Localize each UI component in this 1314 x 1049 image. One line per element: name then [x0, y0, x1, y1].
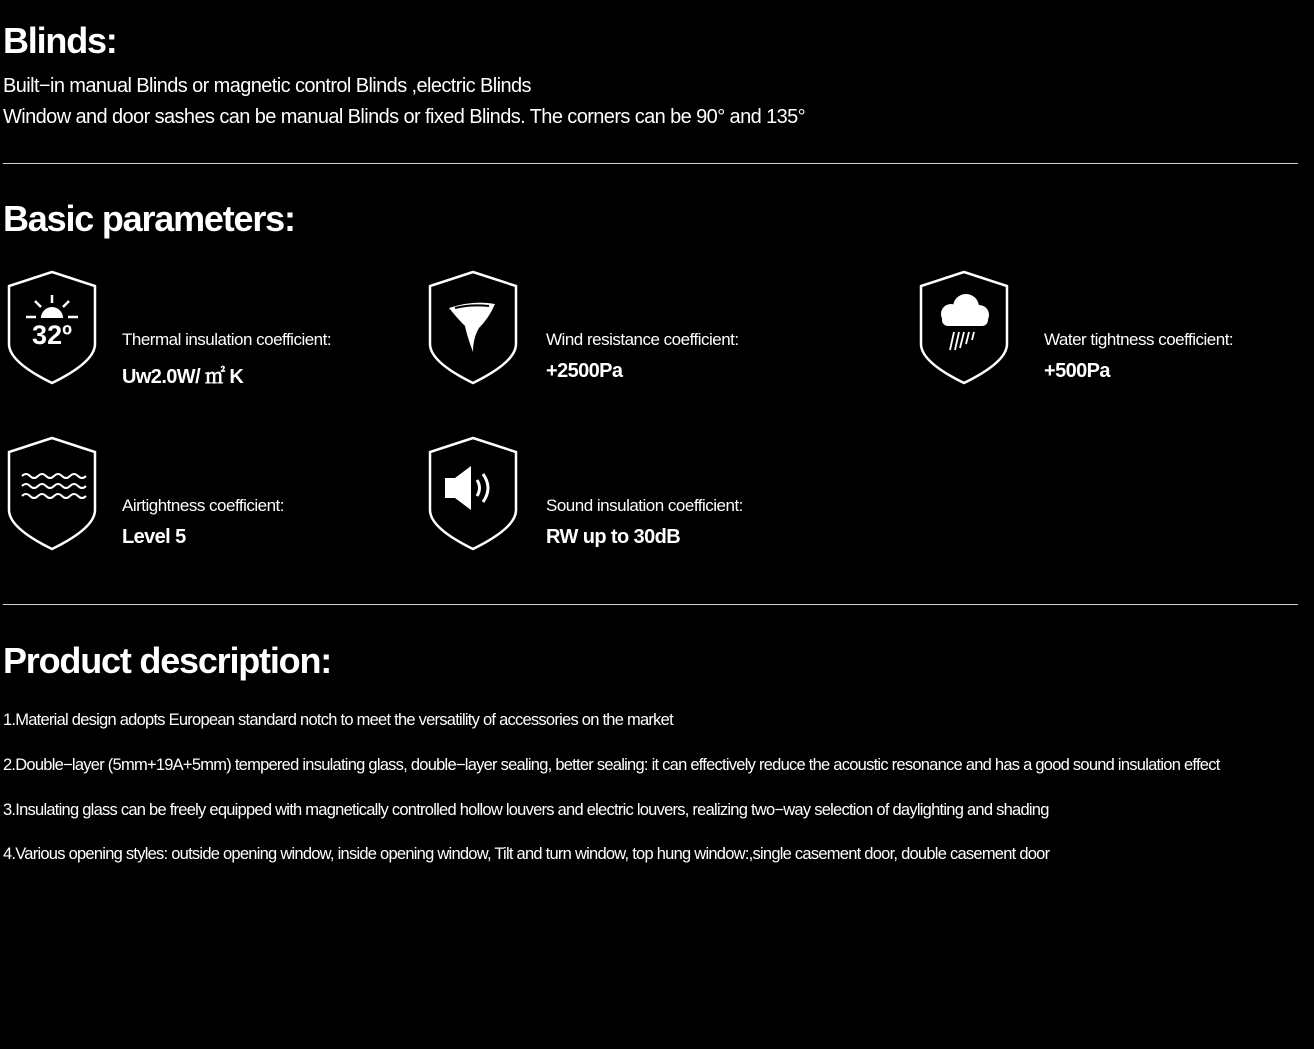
param-thermal — [6, 270, 406, 386]
product-item: 4.Various opening styles: outside opening window, inside opening window, Tilt and turn window, top hung window:,single casement door, double casement door — [3, 845, 1050, 863]
divider — [3, 604, 1298, 605]
param-label: Thermal insulation coefficient: — [122, 330, 332, 349]
param-label: Wind resistance coefficient: — [546, 330, 739, 349]
param-value: Uw2.0W/ ㎡ K — [122, 366, 244, 388]
product-item: 2.Double−layer (5mm+19A+5mm) tempered insulating glass, double−layer sealing, better sealing: it can effectively reduce the acoustic resonance and has a good sound insulation effect — [3, 756, 1220, 774]
param-value: +2500Pa — [546, 360, 623, 382]
param-label: Water tightness coefficient: — [1044, 330, 1234, 349]
thermal-icon-text: 32º — [32, 320, 72, 350]
product-item: 3.Insulating glass can be freely equipped with magnetically controlled hollow louvers and electric louvers, realizing two−way selection of daylighting and shading — [3, 801, 1049, 819]
rain-cloud-icon — [918, 270, 1010, 386]
param-water — [918, 270, 1298, 386]
param-sound — [427, 436, 827, 552]
air-waves-icon — [6, 436, 98, 552]
param-label: Sound insulation coefficient: — [546, 496, 743, 515]
param-value: RW up to 30dB — [546, 526, 681, 548]
param-value: +500Pa — [1044, 360, 1110, 382]
blinds-line-2: Window and door sashes can be manual Blinds or fixed Blinds. The corners can be 90° and 135° — [3, 106, 806, 128]
divider — [3, 163, 1298, 164]
param-wind — [427, 270, 827, 386]
thermal-icon — [6, 270, 98, 386]
wind-icon — [427, 270, 519, 386]
speaker-icon — [427, 436, 519, 552]
blinds-line-1: Built−in manual Blinds or magnetic control Blinds ,electric Blinds — [3, 75, 531, 97]
product-title: Product description: — [3, 640, 332, 681]
product-item: 1.Material design adopts European standard notch to meet the versatility of accessories on the market — [3, 711, 673, 729]
blinds-title: Blinds: — [3, 20, 117, 61]
param-label: Airtightness coefficient: — [122, 496, 284, 515]
param-airtightness — [6, 436, 406, 552]
param-value: Level 5 — [122, 526, 186, 548]
parameters-title: Basic parameters: — [3, 198, 295, 239]
